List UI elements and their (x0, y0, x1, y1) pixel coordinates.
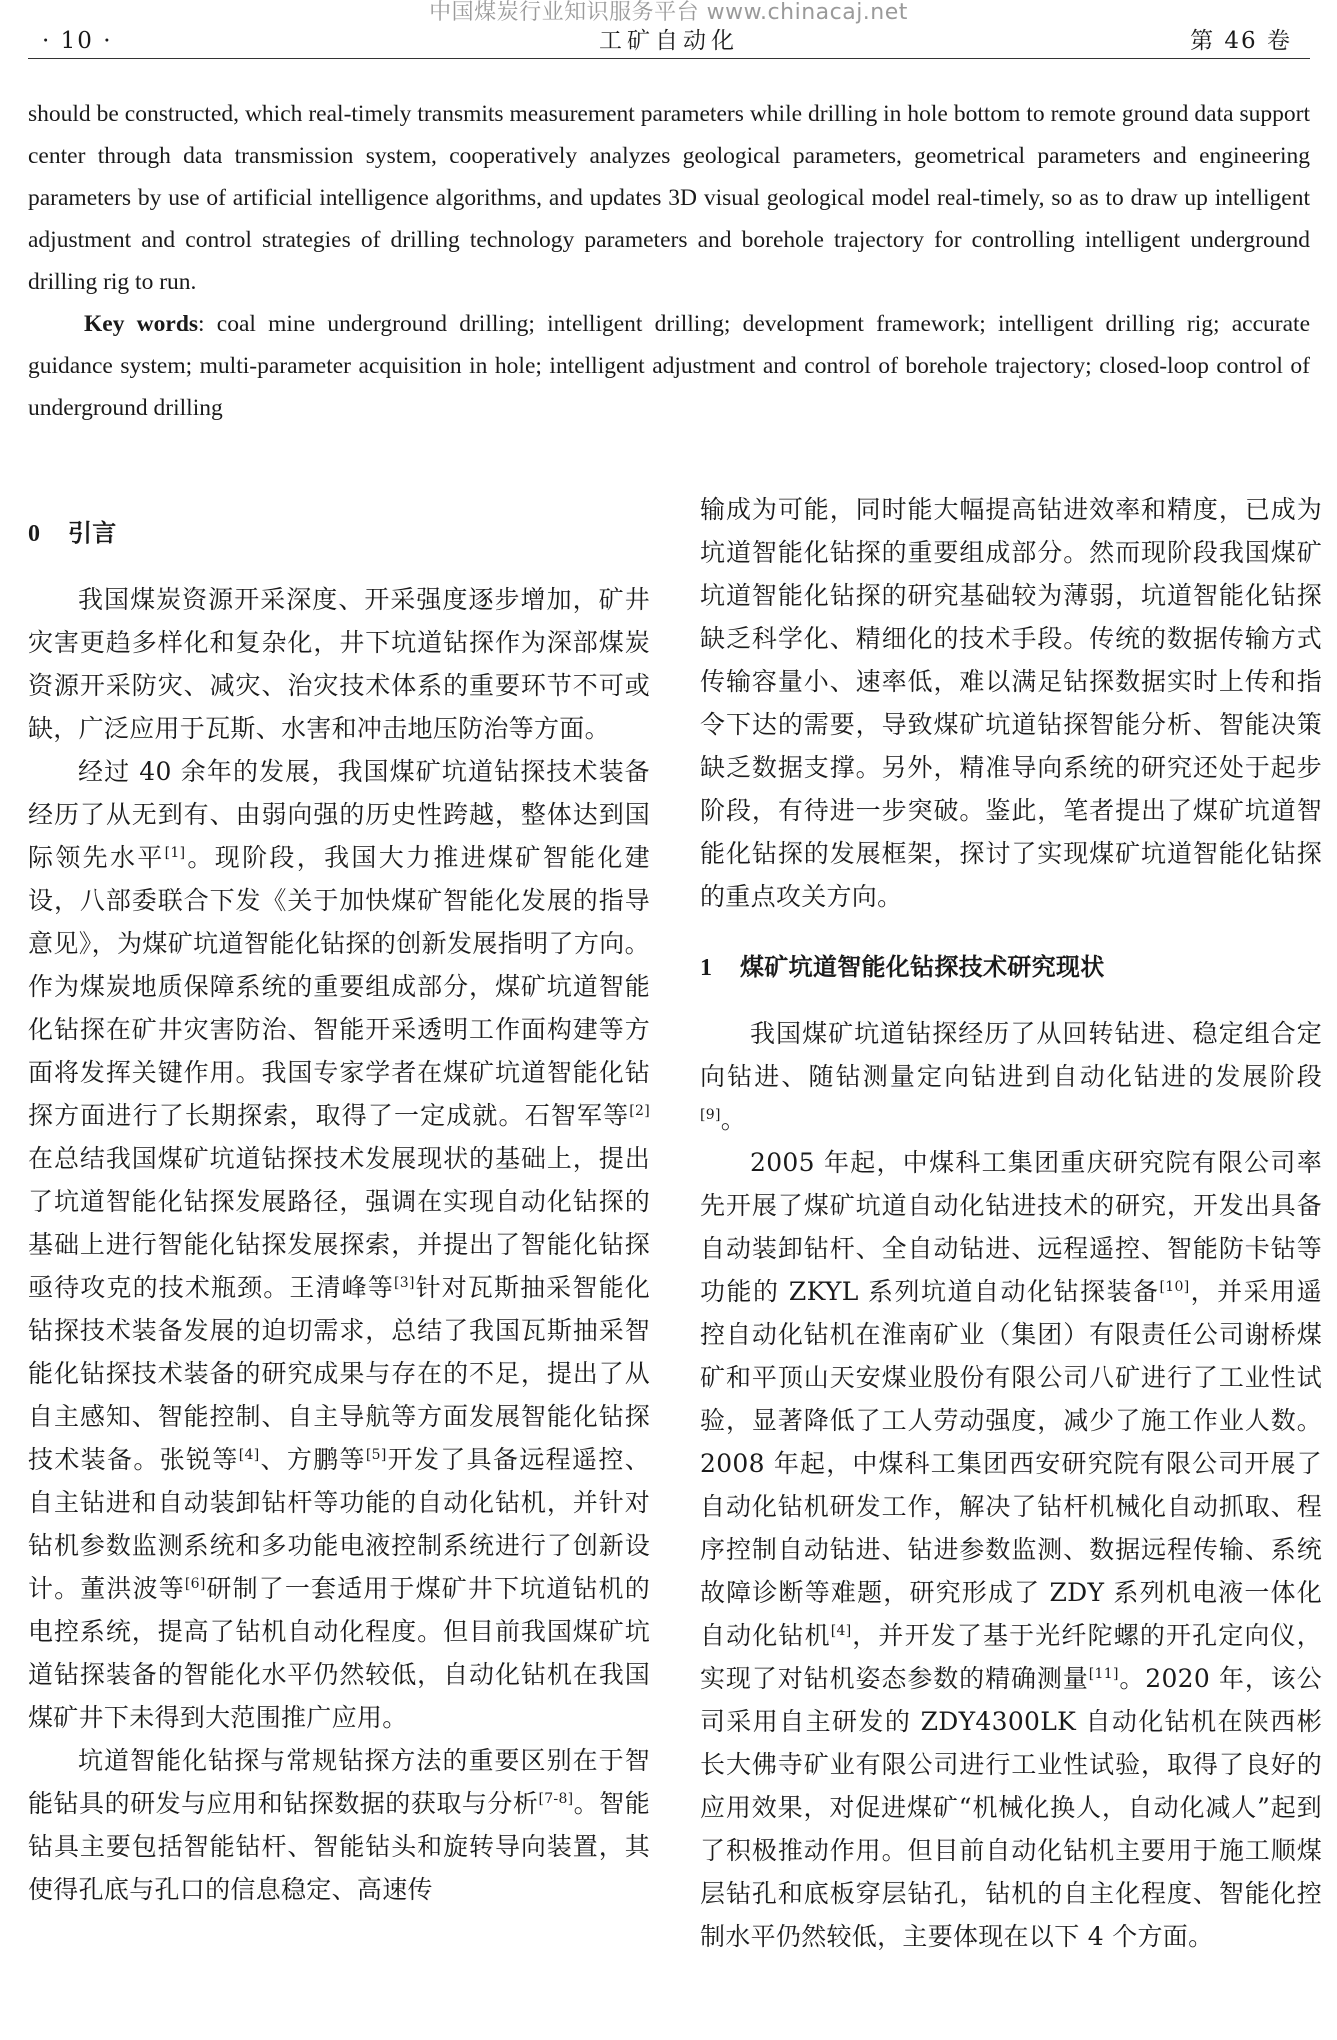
citation: [9] (700, 1107, 721, 1123)
abstract-text: should be constructed, which real-timely transmits measurement parameters while drilling in hole bottom to remote ground data support center through data transmission system, cooperatively analyzes geological parameters, geometrical parameters and engineering parameters by use of artificial intelligence algorithms, and updates 3D visual geological model real-timely, so as to draw up intelligent adjustment and control strategies of drilling technology parameters and borehole trajectory for controlling intelligent underground drilling rig to run. (28, 101, 1310, 295)
right-column (700, 488, 1322, 1958)
citation: [5] (365, 1447, 387, 1463)
keywords-label: Key words (84, 311, 199, 337)
citation: [1] (164, 845, 186, 861)
keywords (28, 303, 1310, 429)
section-heading-intro: 0 引言 (28, 519, 117, 547)
citation: [11] (1088, 1666, 1119, 1682)
page-number: · 10 · (42, 28, 113, 54)
keywords-list: : coal mine underground drilling; intelligent drilling; development framework; intelligent drilling rig; accurate guidance system; multi-parameter acquisition in hole; intelligent adjustment and control of borehole trajectory; closed-loop control of underground drilling (28, 311, 1311, 421)
paragraph: 我国煤炭资源开采深度、开采强度逐步增加，矿井灾害更趋多样化和复杂化，井下坑道钻探作为深部煤炭资源开采防灾、减灾、治灾技术体系的重要环节不可或缺，广泛应用于瓦斯、水害和冲击地压防治等方面。 (28, 585, 650, 743)
citation: [2] (629, 1103, 650, 1119)
volume-label: 第 46 卷 (1190, 28, 1292, 54)
abstract-block (28, 93, 1310, 429)
citation: [10] (1159, 1279, 1190, 1295)
citation: [7-8] (538, 1791, 574, 1807)
page-header (28, 28, 1310, 59)
paragraph: 输成为可能，同时能大幅提高钻进效率和精度，已成为坑道智能化钻探的重要组成部分。然而现阶段我国煤矿坑道智能化钻探的研究基础较为薄弱，坑道智能化钻探缺乏科学化、精细化的技术手段。传统的数据传输方式传输容量小、速率低，难以满足钻探数据实时上传和指令下达的需要，导致煤矿坑道钻探智能分析、智能决策缺乏数据支撑。另外，精准导向系统的研究还处于起步阶段，有待进一步突破。鉴此，笔者提出了煤矿坑道智能化钻探的发展框架，探讨了实现煤矿坑道智能化钻探的重点攻关方向。 (700, 495, 1322, 911)
left-column (28, 502, 650, 1911)
watermark: 中国煤炭行业知识服务平台 www.chinacaj.net (429, 0, 908, 25)
citation: [3] (394, 1275, 415, 1291)
citation: [6] (184, 1576, 206, 1592)
citation: [4] (830, 1623, 852, 1639)
section-heading-1: 1 煤矿坑道智能化钻探技术研究现状 (700, 953, 1105, 981)
journal-title: 工矿自动化 (599, 28, 739, 54)
citation: [4] (238, 1447, 260, 1463)
paragraph: 我国煤矿坑道钻探经历了从回转钻进、稳定组合定向钻进、随钻测量定向钻进到自动化钻进的发展阶段[9]。 (700, 1019, 1322, 1134)
paragraph: 经过 40 余年的发展，我国煤矿坑道钻探技术装备经历了从无到有、由弱向强的历史性跨越，整体达到国际领先水平[1]。现阶段，我国大力推进煤矿智能化建设，八部委联合下发《关于加快煤矿智能化发展的指导意见》，为煤矿坑道智能化钻探的创新发展指明了方向。作为煤炭地质保障系统的重要组成部分，煤矿坑道智能化钻探在矿井灾害防治、智能开采透明工作面构建等方面将发挥关键作用。我国专家学者在煤矿坑道智能化钻探方面进行了长期探索，取得了一定成就。石智军等[2]在总结我国煤矿坑道钻探技术发展现状的基础上，提出了坑道智能化钻探发展路径，强调在实现自动化钻探的基础上进行智能化钻探发展探索，并提出了智能化钻探亟待攻克的技术瓶颈。王清峰等[3]针对瓦斯抽采智能化钻探技术装备发展的迫切需求，总结了我国瓦斯抽采智能化钻探技术装备的研究成果与存在的不足，提出了从自主感知、智能控制、自主导航等方面发展智能化钻探技术装备。张锐等[4]、方鹏等[5]开发了具备远程遥控、自主钻进和自动装卸钻杆等功能的自动化钻机，并针对钻机参数监测系统和多功能电液控制系统进行了创新设计。董洪波等[6]研制了一套适用于煤矿井下坑道钻机的电控系统，提高了钻机自动化程度。但目前我国煤矿坑道钻探装备的智能化水平仍然较低，自动化钻机在我国煤矿井下未得到大范围推广应用。 (28, 757, 651, 1732)
paragraph: 坑道智能化钻探与常规钻探方法的重要区别在于智能钻具的研发与应用和钻探数据的获取与分析[7-8]。智能钻具主要包括智能钻杆、智能钻头和旋转导向装置，其使得孔底与孔口的信息稳定、高速传 (28, 1746, 650, 1904)
paragraph: 2005 年起，中煤科工集团重庆研究院有限公司率先开展了煤矿坑道自动化钻进技术的研究，开发出具备自动装卸钻杆、全自动钻进、远程遥控、智能防卡钻等功能的 ZKYL 系列坑道自动化钻探装备[10]，并采用遥控自动化钻机在淮南矿业（集团）有限责任公司谢桥煤矿和平顶山天安煤业股份有限公司八矿进行了工业性试验，显著降低了工人劳动强度，减少了施工作业人数。2008 年起，中煤科工集团西安研究院有限公司开展了自动化钻机研发工作，解决了钻杆机械化自动抓取、程序控制自动钻进、钻进参数监测、数据远程传输、系统故障诊断等难题，研究形成了 ZDY 系列机电液一体化自动化钻机[4]，并开发了基于光纤陀螺的开孔定向仪，实现了对钻机姿态参数的精确测量[11]。2020 年，该公司采用自主研发的 ZDY4300LK 自动化钻机在陕西彬长大佛寺矿业有限公司进行工业性试验，取得了良好的应用效果，对促进煤矿“机械化换人，自动化减人”起到了积极推动作用。但目前自动化钻机主要用于施工顺煤层钻孔和底板穿层钻孔，钻机的自主化程度、智能化控制水平仍然较低，主要体现在以下 4 个方面。 (700, 1148, 1322, 1951)
